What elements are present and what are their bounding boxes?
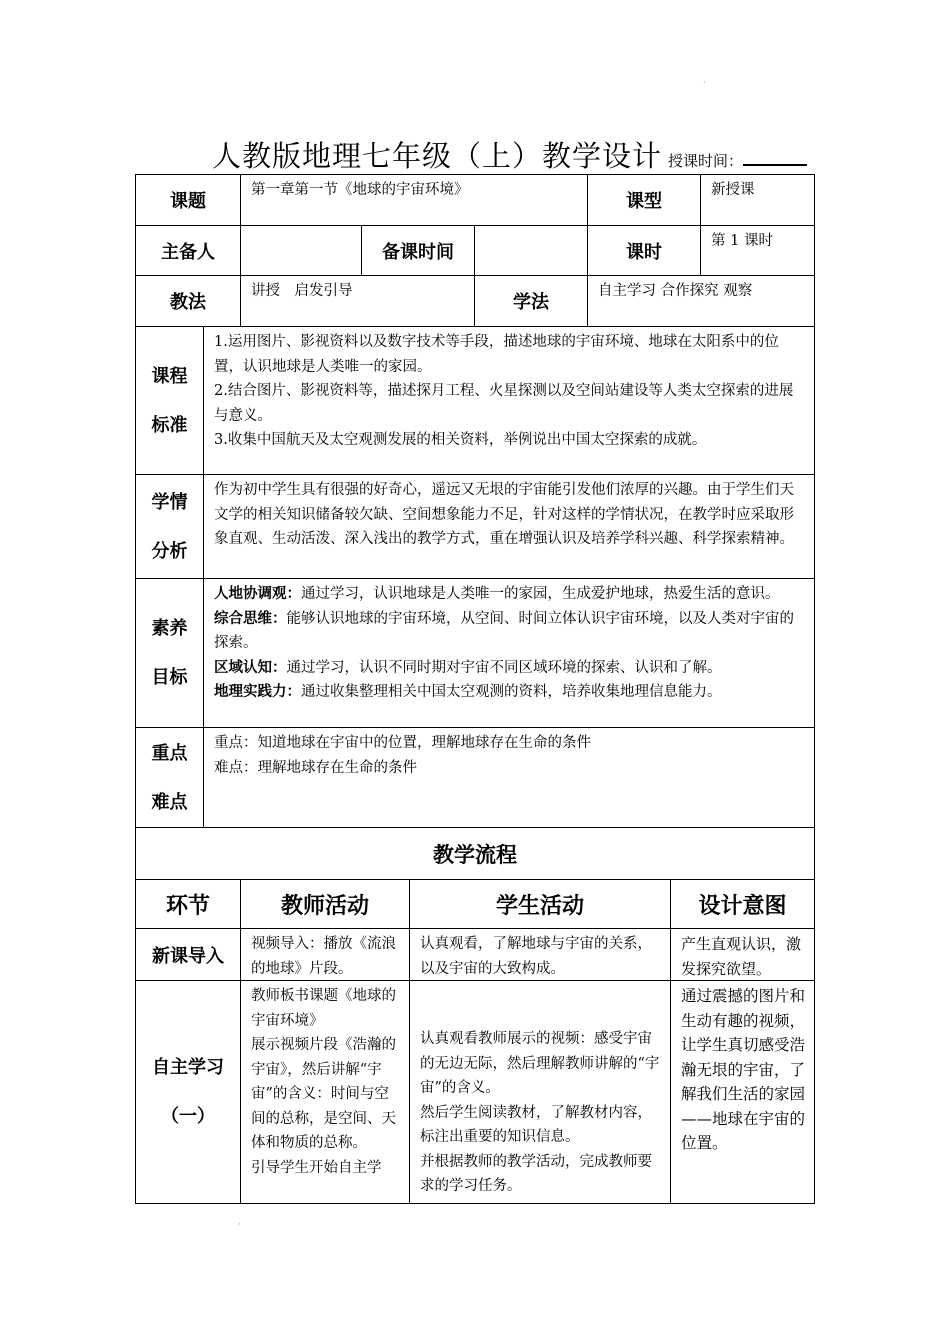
analysis-content: 作为初中学生具有很强的好奇心，遥远又无垠的宇宙能引发他们浓厚的兴趣。由于学生们天文学的相关知识储备较欠缺、空间想象能力不足，针对这样的学情状况，在教学时应采取形象直观、生动活泼、深入浅出的教学方式，重在增强认识及培养学科兴趣、科学探索精神。 [203,474,815,579]
literacy-label-1: 素养 [151,618,188,639]
hours-label [587,225,701,276]
flow-title-text: 教学流程 [433,842,517,867]
keypoints-label-2: 难点 [151,791,188,813]
literacy-label-2: 目标 [151,667,188,688]
literacy-key: 人地协调观： [214,586,301,602]
flow-header-student [409,879,671,929]
literacy-item [214,607,806,656]
stage-text: 新课导入 [152,945,224,967]
flow-intent-intro: 产生直观认识，激发探究欲望。 [670,928,815,981]
flow-header-intent [670,879,815,929]
teacher-step: 教师板书课题《地球的宇宙环境》 [251,988,396,1029]
literacy-label [135,578,204,728]
flow-stage-intro [135,928,241,981]
teach-method-value: 讲授 启发引导 [240,275,475,327]
stage-text: 自主学习 [152,1057,224,1078]
keypoints-label [135,727,204,828]
prep-time-label-text: 备课时间 [382,241,454,263]
literacy-content [203,578,815,728]
keypoints-label-1: 重点 [151,742,188,764]
literacy-item [214,656,806,681]
type-label [587,174,701,226]
header-text: 学生活动 [495,893,584,919]
teacher-step: 引导学生开始自主学 [251,1159,382,1176]
standard-line-1: 1.运用图片、影视资料以及数字技术等手段，描述地球的宇宙环境、地球在太阳系中的位置，认识地球是人类唯一的家园。 [214,334,779,375]
flow-header-teacher [240,879,410,929]
standard-line-2: 2.结合图片、影视资料等，描述探月工程、火星探测以及空间站建设等人类太空探索的进展与意义。 [214,383,794,424]
learn-method-value: 自主学习 合作探究 观察 [587,275,815,327]
type-label-text: 课型 [626,191,662,212]
document-title [212,134,812,174]
header-text: 环节 [165,893,210,919]
flow-stage-self-study [135,980,241,1204]
teach-method-label [135,275,241,327]
literacy-text: 能够认识地球的宇宙环境，从空间、时间立体认识宇宙环境，以及人类对宇宙的探索。 [214,610,794,651]
header-text: 设计意图 [698,893,787,919]
standards-label-2: 标准 [151,414,188,436]
preparer-label [135,225,241,276]
title-text: 人教版地理七年级（上）教学设计 [212,139,663,173]
topic-label-text: 课题 [170,191,206,212]
analysis-label-1: 学情 [151,491,188,513]
literacy-item [214,582,806,607]
literacy-key: 地理实践力： [214,684,301,700]
flow-title [135,827,815,880]
flow-teacher-intro: 视频导入：播放《流浪的地球》片段。 [240,928,410,981]
flow-student-intro: 认真观看，了解地球与宇宙的关系，以及宇宙的大致构成。 [409,928,671,981]
literacy-key: 综合思维： [214,610,287,627]
student-step: 认真观看教师展示的视频：感受宇宙的无边无际，然后理解教师讲解的“宇宙”的含义。 [420,1031,660,1096]
keypoints-content [203,727,815,828]
standards-label-1: 课程 [151,365,188,387]
class-time-blank [743,148,807,166]
literacy-text: 通过学习，认识不同时期对宇宙不同区域环境的探索、认识和了解。 [286,659,722,676]
scan-dot: · [238,1220,241,1229]
analysis-label-2: 分析 [151,540,188,562]
student-step: 然后学生阅读教材，了解教材内容，标注出重要的知识信息。 [420,1104,652,1145]
teacher-step: 展示视频片段《浩瀚的宇宙》，然后讲解“宇宙”的含义：时间与空间的总称，是空间、天体和物质的总称。 [251,1037,396,1151]
flow-teacher-self-study [240,980,410,1204]
hours-label-text: 课时 [626,241,662,263]
class-time-label: 授课时间： [668,152,744,170]
prep-time-label [361,225,475,276]
prep-time-value [474,225,588,276]
header-text: 教师活动 [280,893,369,919]
standard-line-3: 3.收集中国航天及太空观测发展的相关资料，举例说出中国太空探索的成就。 [214,432,707,448]
stage-text: （一） [161,1106,215,1127]
scan-dot: · [703,78,706,87]
topic-label [135,174,241,226]
flow-student-self-study [409,980,671,1204]
learn-method-label [474,275,588,327]
flow-header-stage [135,879,241,929]
topic-value: 第一章第一节《地球的宇宙环境》 [240,174,588,226]
literacy-key: 区域认知： [214,659,287,676]
preparer-label-text: 主备人 [161,241,215,263]
teach-method-label-text: 教法 [170,292,206,313]
literacy-text: 通过收集整理相关中国太空观测的资料，培养收集地理信息能力。 [301,684,722,700]
student-step: 并根据教师的教学活动，完成教师要求的学习任务。 [420,1153,652,1194]
standards-content [203,326,815,475]
learn-method-label-text: 学法 [513,292,549,313]
analysis-label [135,474,204,579]
type-value: 新授课 [700,174,815,226]
hours-value: 第 1 课时 [700,225,815,276]
key-point: 重点：知道地球在宇宙中的位置，理解地球存在生命的条件 [214,735,591,751]
literacy-text: 通过学习，认识地球是人类唯一的家园，生成爱护地球，热爱生活的意识。 [301,586,780,602]
literacy-item [214,680,806,705]
flow-intent-self-study: 通过震撼的图片和生动有趣的视频，让学生真切感受浩瀚无垠的宇宙，了解我们生活的家园——地球在宇宙的位置。 [670,980,815,1204]
difficult-point: 难点：理解地球存在生命的条件 [214,759,417,776]
preparer-value [240,225,362,276]
standards-label [135,326,204,475]
